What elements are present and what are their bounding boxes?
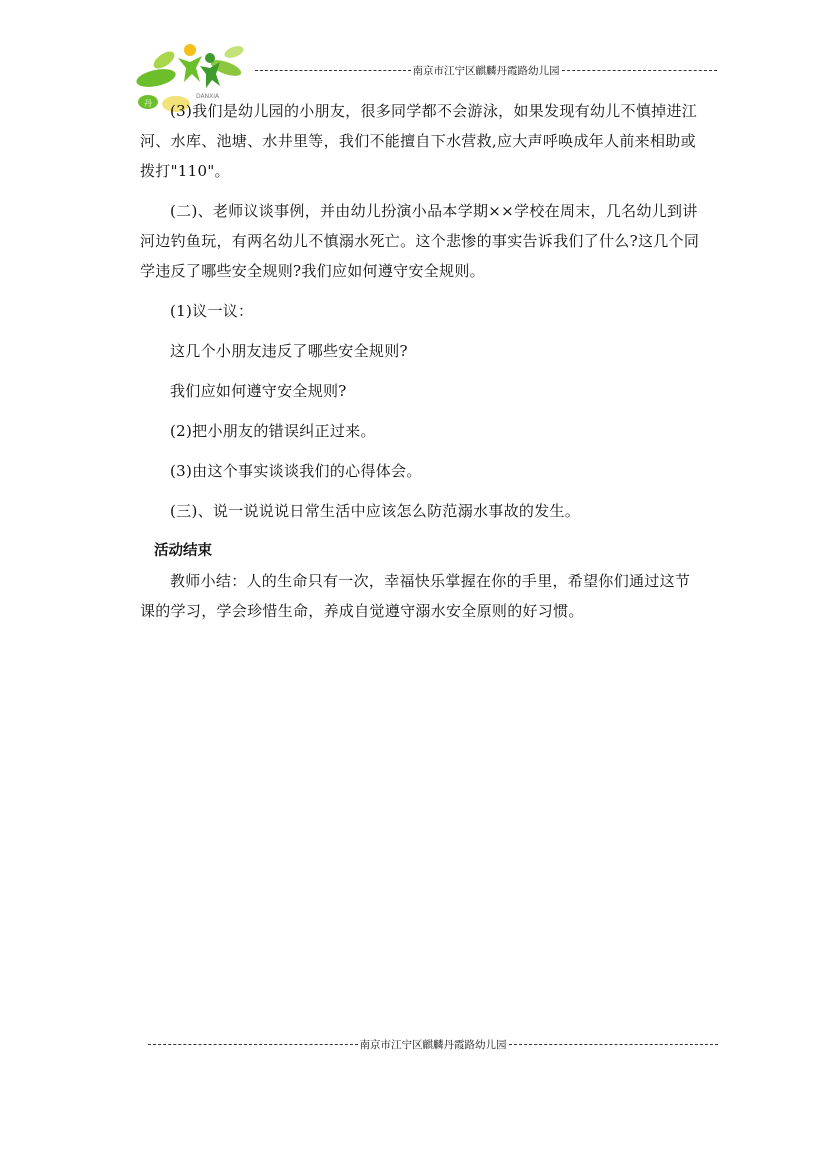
svg-text:DANXIA: DANXIA	[196, 93, 220, 100]
paragraph: (1)议一议：	[170, 302, 254, 320]
section-heading: 活动结束	[154, 543, 212, 559]
header-rule-right	[562, 70, 718, 71]
paragraph: (3)由这个事实谈谈我们的心得体会。	[170, 462, 422, 480]
paragraph: (2)把小朋友的错误纠正过来。	[170, 422, 376, 440]
svg-text:丹: 丹	[144, 99, 152, 108]
closing-paragraph: 教师小结：人的生命只有一次，幸福快乐掌握在你的手里，希望你们通过这节课的学习，学会珍惜生命，养成自觉遵守溺水安全原则的好习惯。	[140, 572, 691, 620]
paragraph: (3)我们是幼儿园的小朋友，很多同学都不会游泳，如果发现有幼儿不慎掉进江河、水库、池塘、水井里等，我们不能擅自下水营救,应大声呼唤成年人前来相助或拨打"110"。	[140, 102, 698, 180]
page-header	[255, 62, 717, 78]
footer-title: 南京市江宁区麒麟丹霞路幼儿园	[359, 1038, 507, 1051]
document-body	[140, 96, 700, 626]
header-title: 南京市江宁区麒麟丹霞路幼儿园	[412, 64, 560, 77]
paragraph: 我们应如何遵守安全规则?	[170, 382, 347, 400]
footer-rule-left	[148, 1044, 358, 1045]
header-rule-left	[255, 70, 411, 71]
paragraph: (二)、老师议谈事例，并由幼儿扮演小品本学期××学校在周末，几名幼儿到讲河边钓鱼玩，有两名幼儿不慎溺水死亡。这个悲惨的事实告诉我们了什么?这几个同学违反了哪些安全规则?我们应如何遵守安全规则。	[140, 202, 700, 280]
footer-rule-right	[509, 1044, 719, 1045]
paragraph: 这几个小朋友违反了哪些安全规则?	[170, 342, 408, 360]
page-footer	[148, 1036, 718, 1052]
paragraph: (三)、说一说说说日常生活中应该怎么防范溺水事故的发生。	[170, 502, 581, 520]
